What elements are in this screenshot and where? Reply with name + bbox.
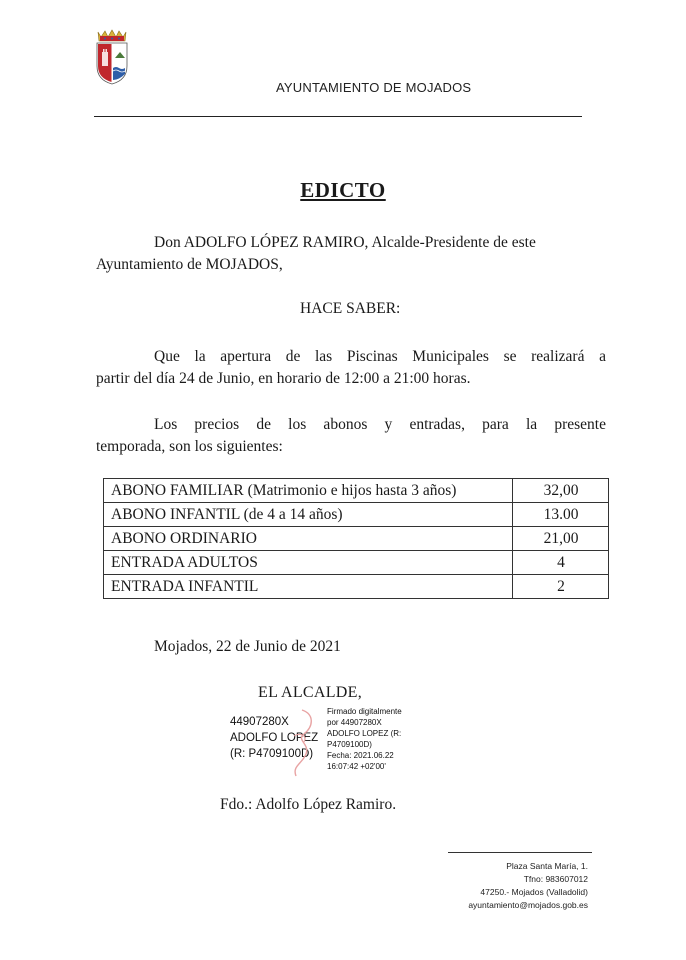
price-concept: ENTRADA INFANTIL [104,575,513,599]
signature-detail-line: por 44907280X [327,718,382,727]
price-concept: ENTRADA ADULTOS [104,551,513,575]
signature-registry: (R: P4709100D) [230,748,314,760]
header-divider [94,116,582,117]
intro-line-2: Ayuntamiento de MOJADOS, [96,256,283,273]
price-value: 21,00 [513,527,609,551]
announcement-heading: HACE SABER: [300,300,401,317]
price-value: 2 [513,575,609,599]
opening-line-1: Que la apertura de las Piscinas Municipales se realizará a [154,348,606,365]
signature-detail-line: 16:07:42 +02'00' [327,762,386,771]
footer-email: ayuntamiento@mojados.gob.es [468,900,588,910]
intro-paragraph [96,232,606,276]
footer-phone: Tfno: 983607012 [523,874,588,884]
prices-line-1: Los precios de los abonos y entradas, para la presente [154,416,606,433]
opening-line-2: partir del día 24 de Junio, en horario de 12:00 a 21:00 horas. [96,370,471,387]
signature-detail-line: P4709100D) [327,740,372,749]
coat-of-arms-icon [92,28,132,86]
price-concept: ABONO FAMILIAR (Matrimonio e hijos hasta 3 años) [104,479,513,503]
place-and-date: Mojados, 22 de Junio de 2021 [154,638,341,655]
price-value: 13.00 [513,503,609,527]
table-row [104,527,609,551]
handwritten-signature-mark [284,706,324,780]
price-value: 4 [513,551,609,575]
signed-by: Fdo.: Adolfo López Ramiro. [220,796,397,813]
document-title: EDICTO [300,178,386,202]
signature-detail-line: ADOLFO LOPEZ (R: [327,729,402,738]
price-concept: ABONO INFANTIL (de 4 a 14 años) [104,503,513,527]
signer-title: EL ALCALDE, [258,684,363,701]
footer-city: 47250.- Mojados (Valladolid) [480,887,588,897]
opening-paragraph [96,346,606,390]
price-table [103,478,609,599]
signature-name: ADOLFO LOPEZ [230,732,319,744]
footer-address: Plaza Santa María, 1. [506,861,588,871]
table-row [104,575,609,599]
price-concept: ABONO ORDINARIO [104,527,513,551]
prices-paragraph [96,414,606,458]
intro-line-1: Don ADOLFO LÓPEZ RAMIRO, Alcalde-Presidente de este [154,234,536,251]
footer-contact [468,860,588,912]
table-row [104,503,609,527]
prices-line-2: temporada, son los siguientes: [96,438,283,455]
price-value: 32,00 [513,479,609,503]
council-name: AYUNTAMIENTO DE MOJADOS [276,80,472,95]
signature-detail-line: Fecha: 2021.06.22 [327,751,394,760]
footer-divider [448,852,592,853]
table-row [104,551,609,575]
table-row [104,479,609,503]
signature-id: 44907280X [230,716,289,728]
signature-details [327,706,437,772]
signature-detail-line: Firmado digitalmente [327,707,402,716]
